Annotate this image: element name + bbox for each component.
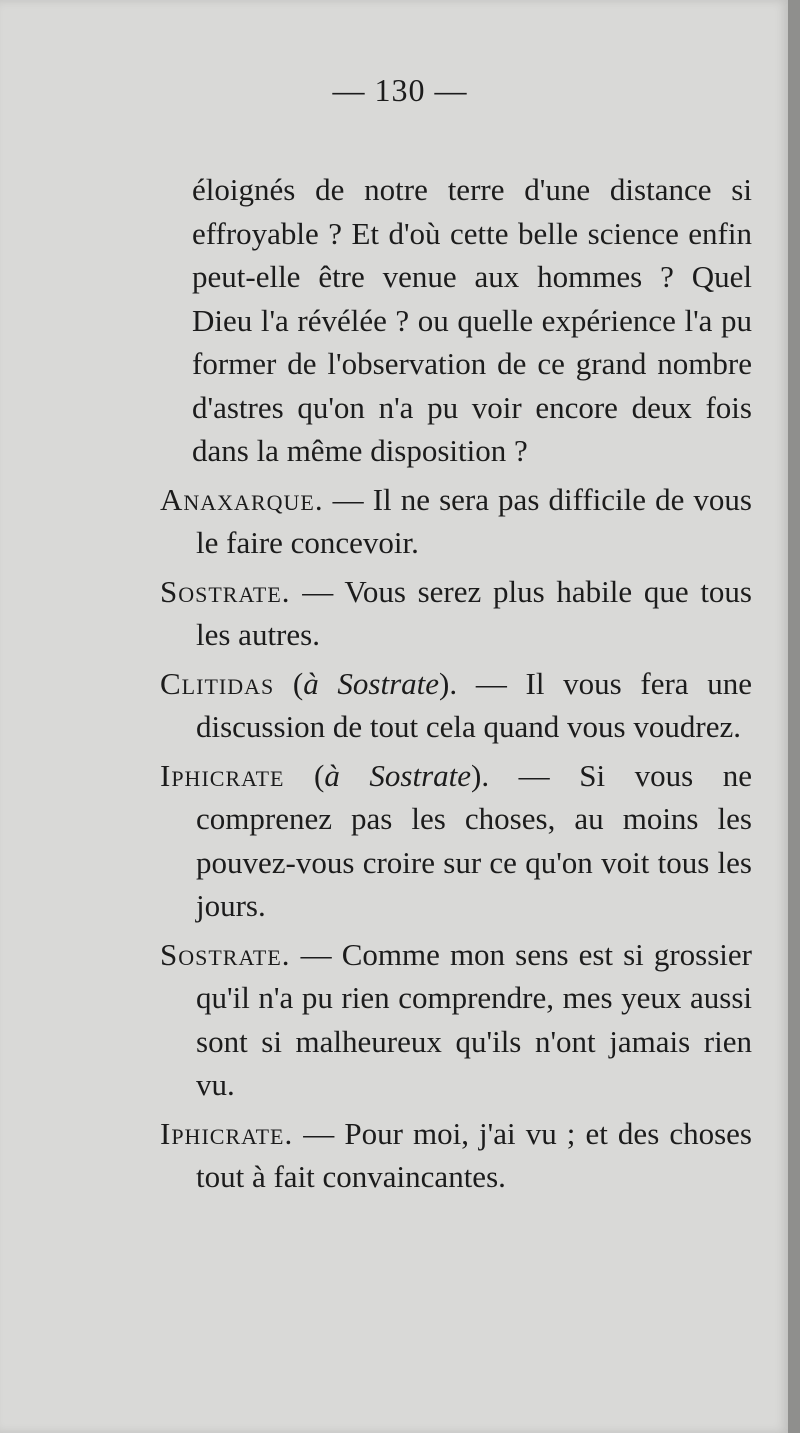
speaker-name: Sostrate. [160, 573, 291, 609]
page-body [160, 168, 752, 1199]
speech-iphicrate-2 [160, 1112, 752, 1199]
speech-sostrate-2 [160, 933, 752, 1107]
stage-direction: à Sostrate [324, 757, 472, 793]
speech-text: — Pour moi, j'ai vu ; et des choses tout à fait convaincantes. [196, 1115, 752, 1194]
speech-sostrate-1 [160, 570, 752, 657]
speaker-name: Iphicrate [160, 757, 285, 793]
page-edge-shadow [788, 0, 800, 1433]
speech-clitidas: Clitidas (à Sostrate). — Il vous fera une discussion de tout cela quand vous voudrez. [160, 665, 752, 744]
speech-iphicrate-1: Iphicrate (à Sostrate). — Si vous ne comprenez pas les choses, au moins les pouvez-vous croire sur ce qu'on voit tous les jours. [160, 757, 752, 923]
speaker-name: Iphicrate. [160, 1115, 294, 1151]
speech-text: — Comme mon sens est si grossier qu'il n'a pu rien comprendre, mes yeux aussi sont si malheureux qu'ils n'ont jamais rien vu. [196, 936, 752, 1102]
paragraph-text: éloignés de notre terre d'une distance si effroyable ? Et d'où cette belle science enfin peut-elle être venue aux hommes ? Quel Dieu l'a révélée ? ou quelle expérience l'a pu former de l'observation de ce grand nombre d'astres qu'on n'a pu voir encore deux fois dans la même disposition ? [192, 172, 752, 468]
speech-text: . — Il vous fera une discussion de tout cela quand vous voudrez. [196, 665, 752, 744]
speech-anaxarque [160, 478, 752, 565]
speaker-name: Clitidas [160, 665, 275, 701]
speaker-name: Sostrate. [160, 936, 291, 972]
speaker-name: Anaxarque. [160, 481, 324, 517]
speech-text: . — Si vous ne comprenez pas les choses, au moins les pouvez-vous croire sur ce qu'on voit tous les jours. [196, 757, 752, 923]
speech-text: — Vous serez plus habile que tous les autres. [196, 573, 752, 652]
page-number: — 130 — [332, 72, 468, 108]
stage-direction: à Sostrate [303, 665, 440, 701]
paragraph-continuation [160, 168, 752, 473]
speech-text: — Il ne sera pas difficile de vous le faire concevoir. [196, 481, 752, 560]
